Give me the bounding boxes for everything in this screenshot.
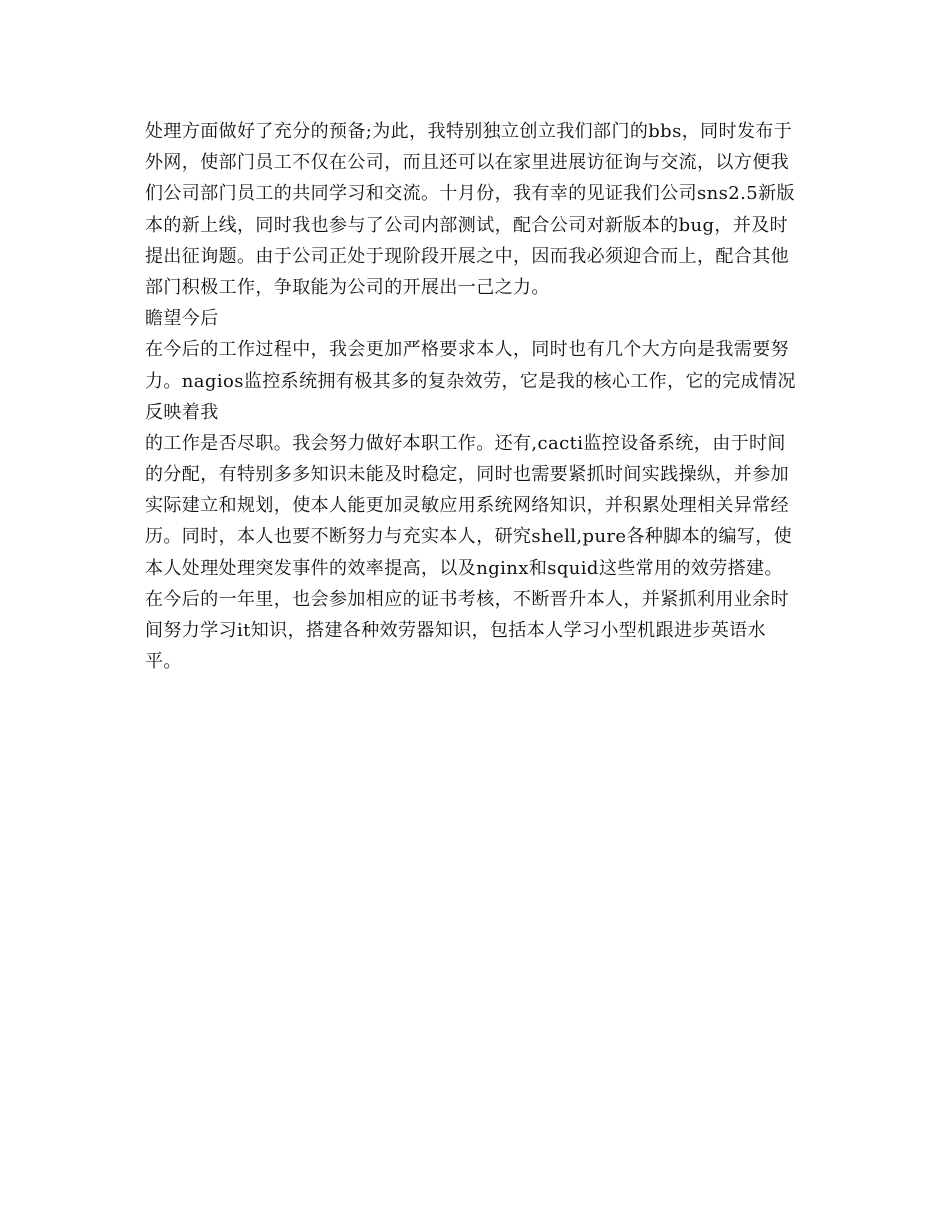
text-line: 的分配，有特别多多知识未能及时稳定，同时也需要紧抓时间实践操纵，并参加 [145,464,789,486]
text-line: 在今后的一年里，也会参加相应的证书考核，不断晋升本人，并紧抓利用业余时 [145,588,789,610]
text-line: 实际建立和规划，使本人能更加灵敏应用系统网络知识，并积累处理相关异常经 [145,495,789,517]
text-line: 部门积极工作，争取能为公司的开展出一己之力。 [145,276,550,298]
section-heading: 瞻望今后 [145,308,219,330]
text-line: 处理方面做好了充分的预备;为此，我特别独立创立我们部门的bbs，同时发布于 [145,121,793,142]
text-line: 间努力学习it知识，搭建各种效劳器知识，包括本人学习小型机跟进步英语水 [145,620,766,641]
text-line: 反映着我 [145,401,219,423]
text-line: 力。nagios监控系统拥有极其多的复杂效劳，它是我的核心工作，它的完成情况 [145,370,796,392]
text-line: 的工作是否尽职。我会努力做好本职工作。还有,cacti监控设备系统，由于时间 [145,432,786,454]
text-line: 提出征询题。由于公司正处于现阶段开展之中，因而我必须迎合而上，配合其他 [145,245,789,267]
text-line: 历。同时，本人也要不断努力与充实本人，研究shell,pure各种脚本的编写，使 [145,526,793,548]
text-line: 平。 [145,651,182,673]
text-line: 外网，使部门员工不仅在公司，而且还可以在家里进展访征询与交流，以方便我 [145,152,789,174]
text-line: 在今后的工作过程中，我会更加严格要求本人，同时也有几个大方向是我需要努 [145,339,789,361]
document-body [145,116,825,677]
text-line: 们公司部门员工的共同学习和交流。十月份，我有幸的见证我们公司sns2.5新版 [145,183,795,205]
text-line: 本的新上线，同时我也参与了公司内部测试，配合公司对新版本的bug，并及时 [145,214,789,236]
text-line: 本人处理处理突发事件的效率提高，以及nginx和squid这些常用的效劳搭建。 [145,557,783,579]
